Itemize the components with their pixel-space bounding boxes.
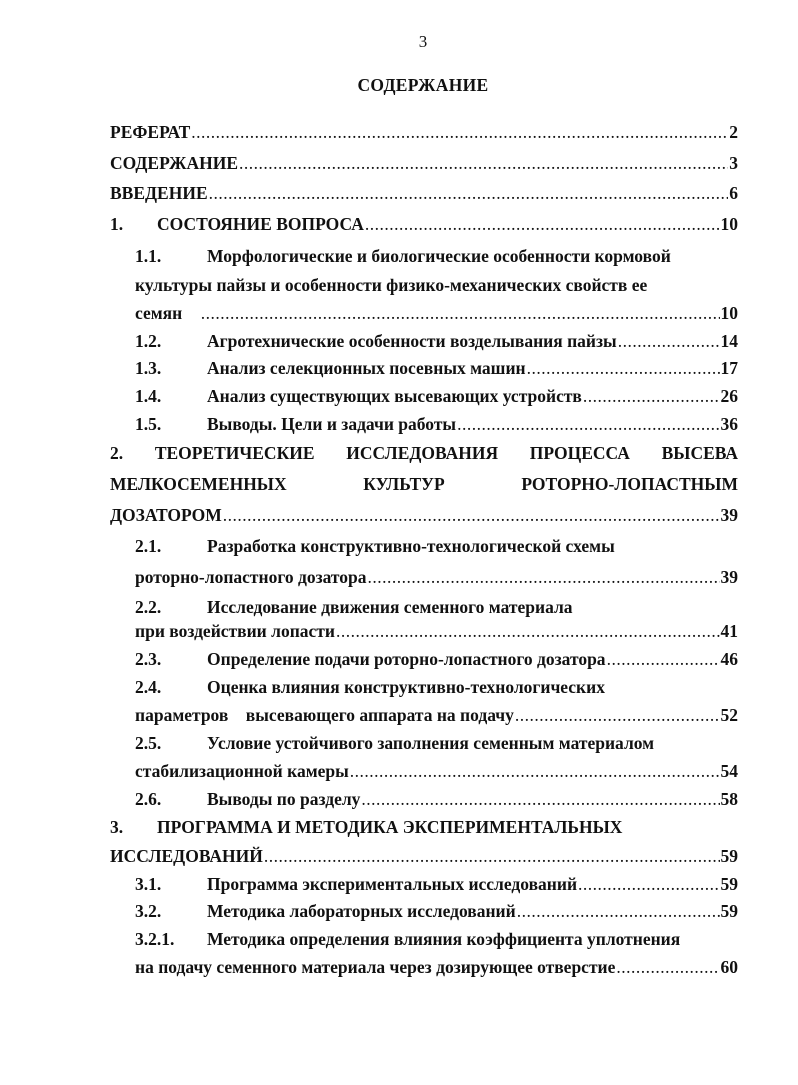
toc-entry-page: 59 — [720, 901, 738, 921]
toc-entry-page: 54 — [720, 761, 738, 781]
toc-entry-number: 1.2. — [135, 331, 162, 351]
toc-entry — [135, 597, 738, 619]
toc-entry-text: Методика определения влияния коэффициента уплотнения — [207, 929, 681, 949]
toc-entry — [135, 649, 738, 671]
toc-entry-page: 36 — [720, 414, 738, 434]
toc-entry-text: ИССЛЕДОВАНИЙ — [110, 846, 263, 866]
toc-entry — [135, 874, 738, 896]
toc-entry-text: Методика лабораторных исследований — [207, 901, 516, 921]
toc-entry — [135, 536, 738, 558]
toc-entry-page: 10 — [720, 214, 738, 234]
toc-entry — [135, 901, 738, 923]
toc-entry-page: 39 — [720, 567, 738, 587]
toc-entry — [110, 443, 738, 465]
toc-entry — [135, 303, 738, 325]
toc-entry-page: 41 — [720, 621, 738, 641]
toc-entry — [135, 957, 738, 979]
toc-entry-page: 3 — [729, 153, 738, 173]
toc-entry-text: Разработка конструктивно-технологической схемы — [207, 536, 615, 556]
toc-entry-text: ВВЕДЕНИЕ — [110, 183, 208, 203]
dot-leader — [264, 846, 720, 867]
toc-entry — [135, 246, 738, 268]
dot-leader — [517, 901, 720, 922]
toc-entry — [110, 214, 738, 236]
toc-entry — [135, 386, 738, 408]
page-number: 3 — [418, 32, 428, 51]
toc-entry-text: Условие устойчивого заполнения семенным материалом — [207, 733, 655, 753]
dot-leader — [209, 183, 729, 204]
dot-leader — [457, 414, 719, 435]
toc-entry-number: 2.3. — [135, 649, 162, 669]
toc-entry-page: 59 — [720, 874, 738, 894]
toc-entry-text: стабилизационной камеры — [135, 761, 349, 781]
dot-leader — [350, 761, 720, 782]
dot-leader — [365, 214, 720, 235]
toc-entry-text: Программа экспериментальных исследований — [207, 874, 578, 894]
toc-entry — [135, 567, 738, 589]
toc-entry-text: при воздействии лопасти — [135, 621, 335, 641]
toc-entry-text: ПРОГРАММА И МЕТОДИКА ЭКСПЕРИМЕНТАЛЬНЫХ — [157, 817, 623, 837]
dot-leader — [607, 649, 720, 670]
toc-entry — [135, 705, 738, 727]
dot-leader — [368, 567, 720, 588]
toc-entry — [110, 846, 738, 868]
toc-entry — [135, 677, 738, 699]
toc-entry — [135, 789, 738, 811]
toc-entry-number: 3.2.1. — [135, 929, 175, 949]
toc-entry-page: 2 — [729, 122, 738, 142]
toc-entry-number: 1.1. — [135, 246, 162, 266]
toc-entry — [110, 505, 738, 527]
toc-entry — [135, 275, 738, 297]
toc-entry-page: 59 — [720, 846, 738, 866]
toc-entry — [135, 733, 738, 755]
toc-entry-text: СОДЕРЖАНИЕ — [110, 153, 239, 173]
toc-entry-page: 26 — [720, 386, 738, 406]
toc-entry — [135, 621, 738, 643]
toc-entry-text: Выводы. Цели и задачи работы — [207, 414, 457, 434]
dot-leader — [223, 505, 720, 526]
toc-entry-text: параметров высевающего аппарата на подачу — [135, 705, 514, 725]
dot-leader — [583, 386, 720, 407]
toc-entry-page: 60 — [720, 957, 738, 977]
toc-entry-number: 1.3. — [135, 358, 162, 378]
toc-entry-number: 2.6. — [135, 789, 162, 809]
toc-entry-number: 3. — [110, 817, 124, 837]
toc-entry-text: Морфологические и биологические особенности кормовой — [207, 246, 671, 266]
toc-entry-number: 2.1. — [135, 536, 162, 556]
toc-entry-text: МЕЛКОСЕМЕННЫХ КУЛЬТУР РОТОРНО-ЛОПАСТНЫМ — [110, 474, 738, 494]
dot-leader — [201, 303, 720, 324]
toc-entry-text: ТЕОРЕТИЧЕСКИЕ ИССЛЕДОВАНИЯ ПРОЦЕССА ВЫСЕВА — [154, 443, 738, 463]
toc-entry — [135, 414, 738, 436]
toc-entry — [110, 183, 738, 205]
toc-entry-number: 1.4. — [135, 386, 162, 406]
toc-entry-text: семян — [135, 303, 200, 323]
toc-entry-number: 1. — [110, 214, 124, 234]
toc-entry-number: 3.1. — [135, 874, 162, 894]
toc-entry — [110, 153, 738, 175]
toc-entry-text: Оценка влияния конструктивно-технологических — [207, 677, 605, 697]
toc-entry-page: 39 — [720, 505, 738, 525]
toc-entry-page: 46 — [720, 649, 738, 669]
toc-entry-text: культуры пайзы и особенности физико-механических свойств ее — [135, 275, 648, 295]
toc-entry-text: роторно-лопастного дозатора — [135, 567, 367, 587]
toc-entry-page: 17 — [720, 358, 738, 378]
dot-leader — [361, 789, 719, 810]
dot-leader — [578, 874, 719, 895]
toc-entry-number: 2.4. — [135, 677, 162, 697]
toc-entry-page: 6 — [729, 183, 738, 203]
dot-leader — [527, 358, 720, 379]
toc-entry-number: 2.2. — [135, 597, 162, 617]
dot-leader — [191, 122, 728, 143]
toc-entry-text: ДОЗАТОРОМ — [110, 505, 222, 525]
page-title: СОДЕРЖАНИЕ — [357, 75, 489, 95]
dot-leader — [618, 331, 720, 352]
toc-entry-text: на подачу семенного материала через дозирующее отверстие — [135, 957, 616, 977]
toc-entry-page: 10 — [720, 303, 738, 323]
toc-entry-page: 52 — [720, 705, 738, 725]
toc-entry — [135, 929, 738, 951]
toc-entry-number: 1.5. — [135, 414, 162, 434]
dot-leader — [616, 957, 719, 978]
toc-entry-number: 2.5. — [135, 733, 162, 753]
toc-entry-text: Анализ селекционных посевных машин — [207, 358, 526, 378]
dot-leader — [515, 705, 720, 726]
toc-entry-text: Исследование движения семенного материала — [207, 597, 573, 617]
toc-entry-text: Агротехнические особенности возделывания пайзы — [207, 331, 617, 351]
toc-entry — [110, 817, 738, 839]
toc-entry-text: Анализ существующих высевающих устройств — [207, 386, 582, 406]
toc-entry — [110, 474, 738, 496]
toc-entry-text: Определение подачи роторно-лопастного дозатора — [207, 649, 606, 669]
toc-entry — [135, 358, 738, 380]
toc-entry-number: 3.2. — [135, 901, 162, 921]
toc-entry-number: 2. — [110, 443, 124, 463]
toc-entry — [135, 761, 738, 783]
toc-entry-page: 14 — [720, 331, 738, 351]
toc-entry-text: СОСТОЯНИЕ ВОПРОСА — [157, 214, 364, 234]
toc-entry-page: 58 — [720, 789, 738, 809]
toc-entry-text: РЕФЕРАТ — [110, 122, 191, 142]
toc-entry-text: Выводы по разделу — [207, 789, 361, 809]
toc-entry — [135, 331, 738, 353]
toc-entry — [110, 122, 738, 144]
dot-leader — [336, 621, 720, 642]
dot-leader — [239, 153, 728, 174]
